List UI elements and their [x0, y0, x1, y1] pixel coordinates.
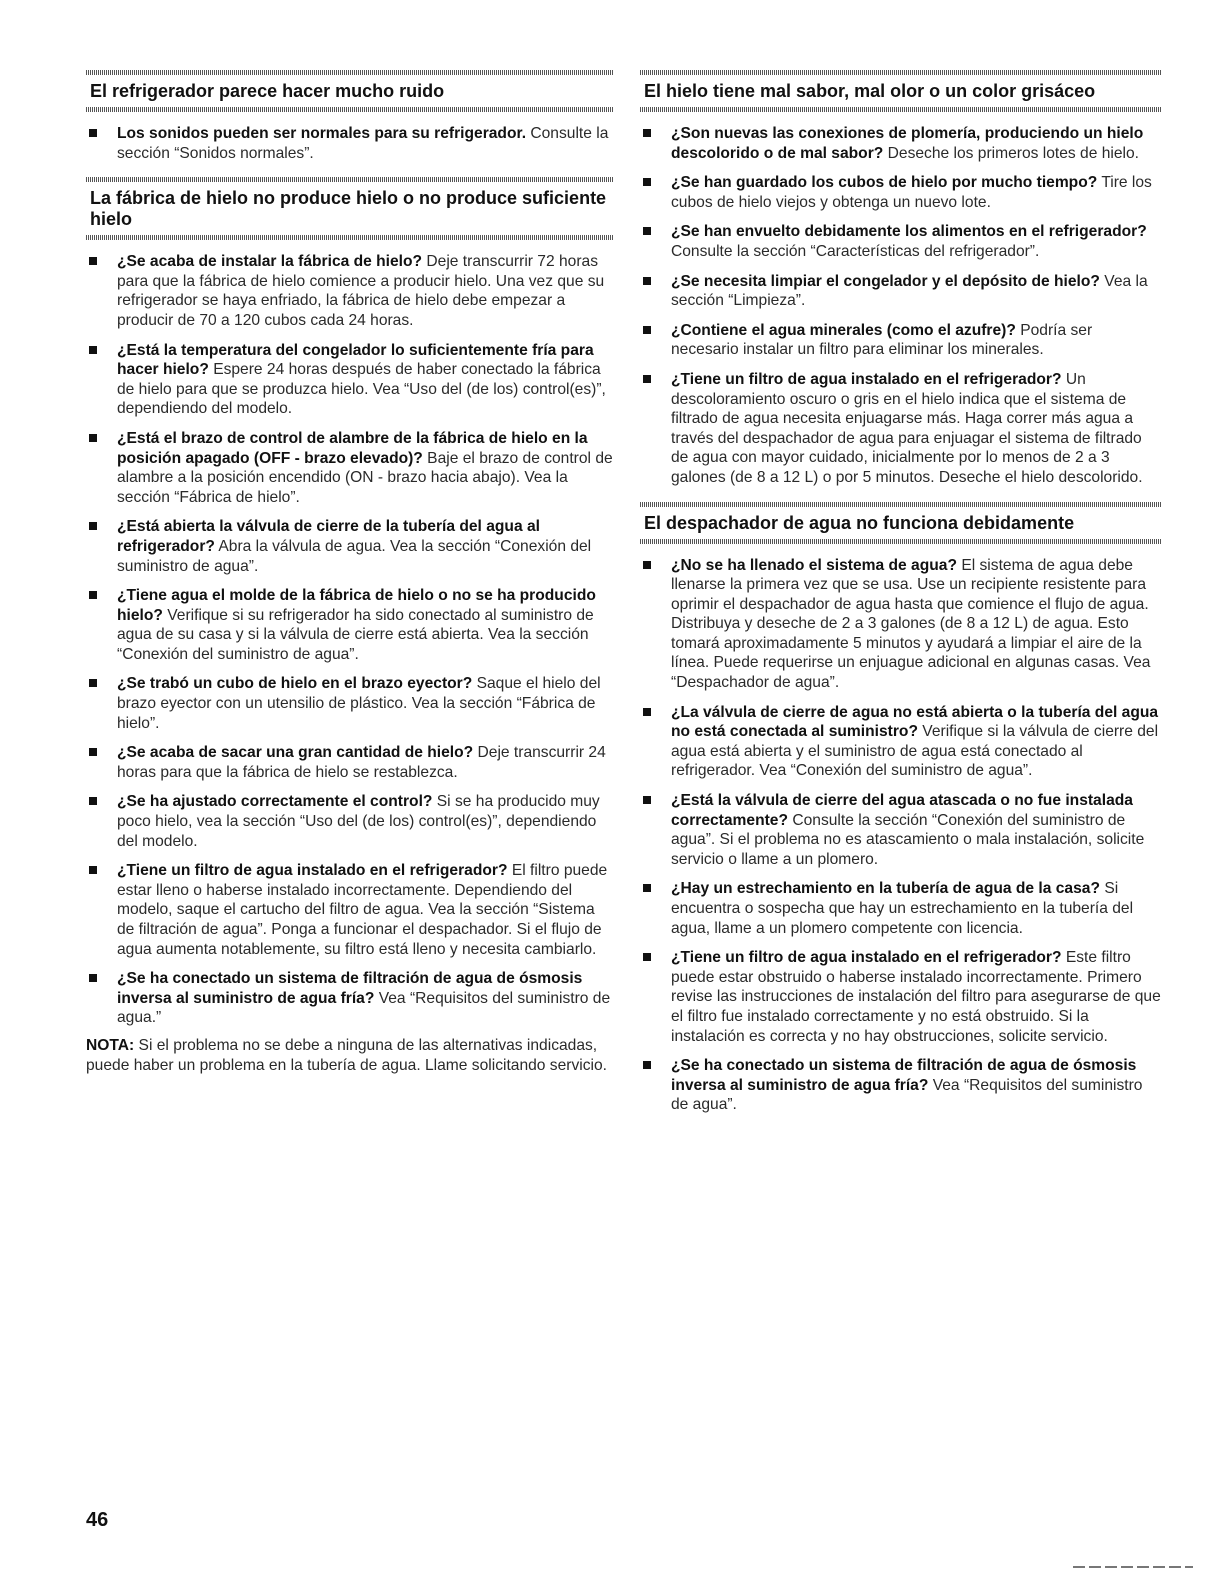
square-bullet-icon [89, 346, 97, 354]
item-answer: Un descoloramiento oscuro o gris en el hielo indica que el sistema de filtrado de agua necesita enjuagarse más. Haga correr más agua a través del despachador de agua para enjuagar el sistema de filtrado de agua con mayor cuidado, inicialmente por lo menos de 2 a 3 galones (de 8 a 12 L) o por 5 minutos. Deseche el hielo descolorido. [671, 370, 1143, 486]
item-answer: Deje transcurrir 72 horas para que la fábrica de hielo comience a producir hielo. Una vez que su refrigerador se haya enfriado, la fábrica de hielo debe empezar a producir de 70 a 120 cubos cada 24 horas. [117, 253, 605, 329]
list-item [640, 879, 1162, 938]
item-question: ¿Tiene un filtro de agua instalado en el refrigerador? [671, 949, 1062, 967]
list-item [640, 272, 1162, 311]
square-bullet-icon [643, 178, 651, 186]
list-item [86, 792, 614, 851]
square-bullet-icon [643, 129, 651, 137]
item-list [86, 124, 614, 163]
item-answer: Podría ser necesario instalar un filtro para eliminar los minerales. [671, 321, 1093, 359]
item-answer: Si se ha producido muy poco hielo, vea la sección “Uso del (de los) control(es)”, dependiendo del modelo. [117, 793, 600, 850]
section-noise [86, 70, 614, 163]
list-item [640, 703, 1162, 781]
section-heading: El refrigerador parece hacer mucho ruido [90, 81, 445, 101]
square-bullet-icon [89, 797, 97, 805]
section-rule [86, 235, 614, 240]
item-answer: Consulte la sección “Características del refrigerador”. [671, 242, 1040, 260]
item-list [640, 124, 1162, 488]
square-bullet-icon [89, 974, 97, 982]
item-answer: Si encuentra o sospecha que hay un estrechamiento en la tubería del agua, llame a un plomero competente con licencia. [671, 880, 1134, 937]
item-question: ¿Son nuevas las conexiones de plomería, produciendo un hielo descolorido o de mal sabor? [671, 125, 1144, 162]
item-answer: Abra la válvula de agua. Vea la sección “Conexión del suministro de agua”. [117, 537, 592, 575]
item-question: ¿Está la válvula de cierre del agua atascada o no fue instalada correctamente? [671, 792, 1133, 829]
list-item [86, 674, 614, 733]
item-question: ¿Se acaba de sacar una gran cantidad de hielo? [117, 744, 474, 762]
section-rule [86, 107, 614, 112]
item-answer: Saque el hielo del brazo eyector con un utensilio de plástico. Vea la sección “Fábrica de hielo”. [117, 675, 601, 732]
section-heading: El despachador de agua no funciona debidamente [644, 512, 1075, 533]
list-item [640, 321, 1162, 360]
item-answer: El filtro puede estar lleno o haberse instalado incorrectamente. Dependiendo del modelo, saque el cartucho del filtro de agua. Vea la sección “Sistema de filtración de agua”. Ponga a funcionar el despachador. Si el flujo de agua aumenta notablemente, su filtro está lleno y necesita cambiarlo. [117, 862, 608, 958]
item-question: ¿Hay un estrechamiento en la tubería de agua de la casa? [671, 880, 1100, 898]
section-heading: La fábrica de hielo no produce hielo o no produce suficiente hielo [90, 188, 607, 230]
section-rule [640, 107, 1162, 112]
list-item [640, 173, 1162, 212]
list-item [640, 791, 1162, 869]
item-answer: Este filtro puede estar obstruido o haberse instalado incorrectamente. Primero revise las instrucciones de instalación del filtro para asegurarse de que el filtro fue instalado correctamente y no está obstruido. Si la instalación es correcta y no hay obstrucciones, solicite servicio. [671, 949, 1161, 1045]
list-item [640, 124, 1162, 163]
list-item [86, 429, 614, 507]
note [86, 1036, 614, 1075]
square-bullet-icon [643, 326, 651, 334]
list-item [86, 969, 614, 1028]
list-item [86, 586, 614, 664]
item-question: ¿Se acaba de instalar la fábrica de hielo? [117, 253, 423, 271]
item-list [86, 252, 614, 1028]
item-question: ¿Se ha ajustado correctamente el control? [117, 793, 433, 811]
item-answer: Vea la sección “Limpieza”. [671, 272, 1148, 310]
square-bullet-icon [643, 227, 651, 235]
square-bullet-icon [643, 796, 651, 804]
item-answer: El sistema de agua debe llenarse la primera vez que se usa. Use un recipiente resistente para oprimir el despachador de agua hasta que comience el flujo de agua. Distribuya y deseche de 2 a 3 galones (de 8 a 12 L) de agua. Esto tomará aproximadamente 5 minutos y ayudará a limpiar el aire de la línea. Puede requerirse un enjuague adicional en algunas casas. Vea “Despachador de agua”. [671, 556, 1151, 692]
item-question: ¿Se necesita limpiar el congelador y el depósito de hielo? [671, 272, 1100, 290]
square-bullet-icon [643, 277, 651, 285]
item-answer: Tire los cubos de hielo viejos y obtenga un nuevo lote. [671, 174, 1152, 211]
square-bullet-icon [643, 953, 651, 961]
item-question: ¿Se han envuelto debidamente los alimentos en el refrigerador? [671, 223, 1147, 241]
item-answer: Consulte la sección “Conexión del suministro de agua”. Si el problema no es atascamiento o mala instalación, solicite servicio o llame a un plomero. [671, 811, 1145, 868]
section-taste [640, 70, 1162, 488]
item-question: ¿Se trabó un cubo de hielo en el brazo eyector? [117, 675, 473, 693]
square-bullet-icon [89, 434, 97, 442]
square-bullet-icon [643, 375, 651, 383]
square-bullet-icon [89, 866, 97, 874]
item-answer: Vea “Requisitos del suministro de agua”. [671, 1076, 1143, 1114]
square-bullet-icon [89, 522, 97, 530]
right-column [640, 70, 1162, 1129]
square-bullet-icon [643, 1061, 651, 1069]
note-text: Si el problema no se debe a ninguna de las alternativas indicadas, puede haber un problema en la tubería de agua. Llame solicitando servicio. [86, 1036, 607, 1074]
list-item [86, 252, 614, 330]
list-item [86, 743, 614, 782]
item-question: ¿Contiene el agua minerales (como el azufre)? [671, 321, 1016, 339]
square-bullet-icon [89, 679, 97, 687]
item-answer: Deje transcurrir 24 horas para que la fábrica de hielo se restablezca. [117, 744, 606, 781]
item-answer: Verifique si la válvula de cierre del agua está abierta y el suministro de agua está conectado al refrigerador. Vea “Conexión del suministro de agua”. [671, 723, 1159, 780]
item-question: Los sonidos pueden ser normales para su refrigerador. [117, 125, 527, 142]
item-answer: Espere 24 horas después de haber conectado la fábrica de hielo para que se produzca hielo. Vea “Uso del (de los) control(es)”, dependiendo del modelo. [117, 361, 606, 418]
square-bullet-icon [89, 129, 97, 137]
square-bullet-icon [643, 708, 651, 716]
square-bullet-icon [89, 591, 97, 599]
item-answer: Verifique si su refrigerador ha sido conectado al suministro de agua de su casa y si la válvula de cierre está abierta. Vea la sección “Conexión del suministro de agua”. [117, 606, 594, 663]
note-label: NOTA: [86, 1036, 135, 1054]
list-item [640, 370, 1162, 488]
corner-mark [1073, 1566, 1193, 1568]
item-question: ¿Está abierta la válvula de cierre de la tubería del agua al refrigerador? [117, 518, 540, 555]
item-question: ¿Está la temperatura del congelador lo suficientemente fría para hacer hielo? [117, 341, 594, 379]
item-question: ¿Se han guardado los cubos de hielo por mucho tiempo? [671, 174, 1098, 192]
item-list [640, 556, 1162, 1115]
square-bullet-icon [643, 561, 651, 569]
item-answer: Baje el brazo de control de alambre a la posición encendido (ON - brazo hacia abajo). Vea la sección “Fábrica de hielo”. [117, 449, 613, 506]
item-answer: Vea “Requisitos del suministro de agua.” [117, 989, 611, 1027]
list-item [86, 517, 614, 576]
list-item [640, 1056, 1162, 1115]
item-question: ¿Está el brazo de control de alambre de la fábrica de hielo en la posición apagado (OFF - brazo elevado)? [117, 429, 588, 467]
item-question: ¿No se ha llenado el sistema de agua? [671, 556, 957, 574]
section-heading: El hielo tiene mal sabor, mal olor o un color grisáceo [644, 81, 1096, 101]
list-item [640, 222, 1162, 261]
item-question: ¿Tiene un filtro de agua instalado en el refrigerador? [117, 862, 508, 880]
item-question: ¿Se ha conectado un sistema de filtración de agua de ósmosis inversa al suministro de agua fría? [671, 1057, 1137, 1094]
list-item [640, 948, 1162, 1046]
item-question: ¿La válvula de cierre de agua no está abierta o la tubería del agua no está conectada al suministro? [671, 703, 1159, 741]
square-bullet-icon [643, 884, 651, 892]
list-item [86, 861, 614, 959]
item-answer: Deseche los primeros lotes de hielo. [883, 144, 1139, 162]
list-item [640, 556, 1162, 693]
item-question: ¿Tiene agua el molde de la fábrica de hielo o no se ha producido hielo? [117, 587, 596, 624]
section-dispenser [640, 502, 1162, 1115]
page-number: 46 [86, 1509, 109, 1531]
item-question: ¿Se ha conectado un sistema de filtración de agua de ósmosis inversa al suministro de agua fría? [117, 970, 583, 1007]
left-column [86, 70, 614, 1089]
square-bullet-icon [89, 257, 97, 265]
list-item [86, 341, 614, 419]
list-item [86, 124, 614, 163]
square-bullet-icon [89, 748, 97, 756]
item-answer: Consulte la sección “Sonidos normales”. [117, 125, 609, 162]
item-question: ¿Tiene un filtro de agua instalado en el refrigerador? [671, 370, 1062, 388]
section-icemaker [86, 177, 614, 1075]
section-rule [640, 539, 1162, 544]
